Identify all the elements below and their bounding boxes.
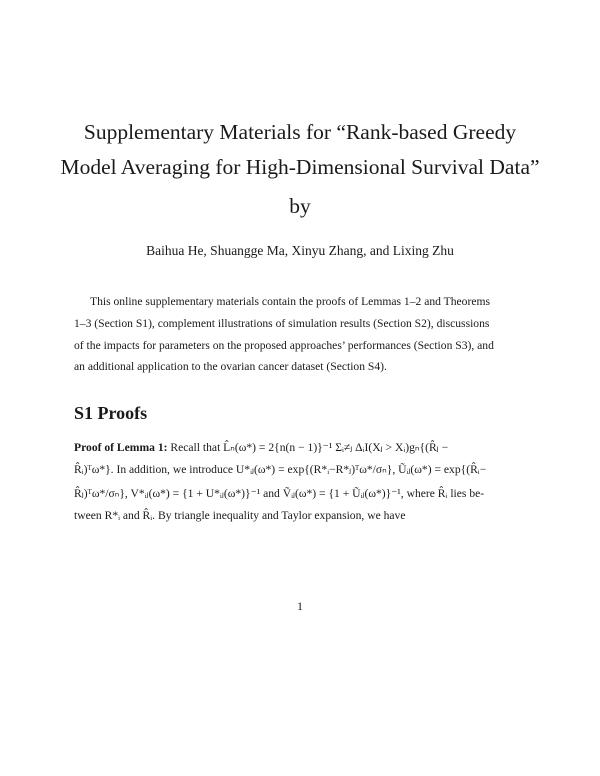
abstract-line-3: of the impacts for parameters on the proposed approaches’ performances (Section S3), and [74, 339, 494, 352]
title-line-3: by [289, 194, 311, 218]
proof-label: Proof of Lemma 1: [74, 441, 168, 454]
proof-line-2: R̂ᵢ)ᵀω*}. In addition, we introduce U*ᵢⱼ(ω*) = exp{(R*ᵢ−R*ⱼ)ᵀω*/σₙ}, Ũᵢⱼ(ω*) = exp{(R̂ᵢ− [74, 463, 487, 476]
title-line-2: Model Averaging for High-Dimensional Survival Data” [60, 155, 540, 179]
proof-line-1-text: Recall that L̂ₙ(ω*) = 2{n(n − 1)}⁻¹ Σᵢ≠ⱼ ΔᵢI(Xⱼ > Xᵢ)gₙ{(R̂ⱼ − [170, 441, 449, 454]
proof-line-4: tween R*ᵢ and R̂ᵢ. By triangle inequality and Taylor expansion, we have [74, 509, 406, 522]
proof-line-3: R̂ⱼ)ᵀω*/σₙ}, V*ᵢⱼ(ω*) = {1 + U*ᵢⱼ(ω*)}⁻¹ and Ṽᵢⱼ(ω*) = {1 + Ũᵢⱼ(ω*)}⁻¹, where R̂ᵢ lies be- [74, 487, 485, 500]
authors: Baihua He, Shuangge Ma, Xinyu Zhang, and Lixing Zhu [146, 243, 454, 258]
page-number: 1 [297, 599, 303, 613]
abstract-line-2: 1–3 (Section S1), complement illustrations of simulation results (Section S2), discussions [74, 317, 490, 330]
title-line-1: Supplementary Materials for “Rank-based Greedy [83, 120, 517, 144]
abstract-line-1: This online supplementary materials contain the proofs of Lemmas 1–2 and Theorems [90, 295, 490, 308]
section-heading: S1 Proofs [74, 403, 148, 423]
abstract-line-4: an additional application to the ovarian cancer dataset (Section S4). [74, 360, 387, 373]
proof-line-1 [74, 442, 526, 454]
